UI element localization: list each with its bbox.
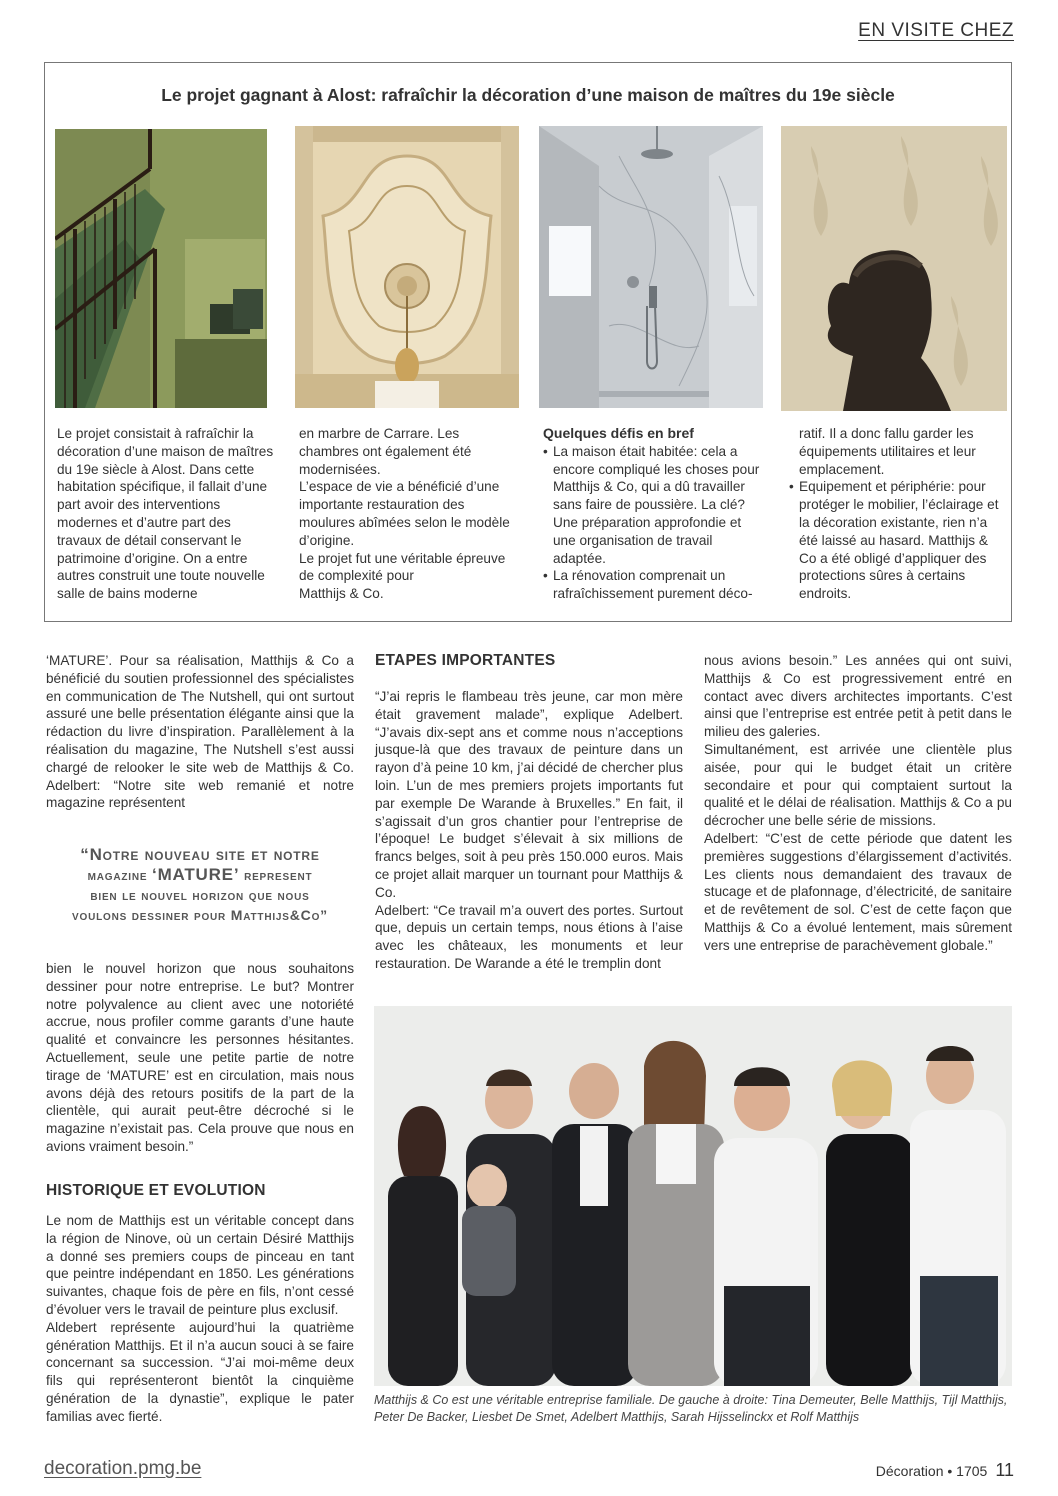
staircase-photo — [55, 129, 267, 408]
paragraph: “J’ai repris le flambeau très jeune, car mon mère était gravement malade”, explique Adelbert. “J’avais dix-sept ans et comme nous n’acceptions jusque-là que des travaux de peinture dans un rayon d’à peine 10 km, j’ai décidé de chercher plus loin. L’un de mes premiers projets importants fut par exemple De Warande à Bruxelles.” En fait, il s’agissait d’un gros chantier pour l’entreprise de l’époque! Le budget s’élevait à six millions de francs belges, soit à peu près 150.000 euros. Mais ce projet allait marquer un tournant pour Matthijs & Co. — [375, 689, 683, 900]
article-col3-text — [704, 652, 1012, 955]
paragraph: Le nom de Matthijs est un véritable concept dans la région de Ninove, où un certain Désiré Matthijs a donné ses premiers coups de pinceau en tant que peintre indépendant en 1850. Les générations suivantes, chaque fois de père en fils, n’ont cessé d’évoluer vers le travail de peinture plus exclusif. — [46, 1213, 354, 1317]
challenge-item: • La maison était habitée: cela a encore compliqué les choses pour Matthijs & Co, qui a dû travailler sans faire de poussière. La clé? Une préparation approfondie et une organisation de travail adaptée. — [543, 443, 763, 568]
section-label: EN VISITE CHEZ — [858, 20, 1014, 41]
project-box — [44, 62, 1012, 622]
article-col1-top: ‘MATURE’. Pour sa réalisation, Matthijs & Co a bénéficié du soutien professionnel des spécialistes en communication de The Nutshell, qui ont surtout assuré une belle présentation élégante ainsi que la rédaction du livre d’inspiration. Parallèlement à la réalisation du magazine, The Nutshell s’est aussi chargé de relooker le site web de Matthijs & Co. Adelbert: “Notre site web remanié et notre magazine représentent — [46, 653, 354, 811]
page-number: 11 — [995, 1460, 1014, 1480]
box-title: Le projet gagnant à Alost: rafraîchir la décoration d’une maison de maîtres du 19e siècle — [161, 85, 895, 105]
box-col4-intro: ratif. Il a donc fallu garder les équipements utilitaires et leur emplacement. — [799, 426, 976, 477]
heading-historique: HISTORIQUE ET EVOLUTION — [46, 1182, 266, 1199]
quote-text: magazine — [87, 867, 148, 883]
etapes-text — [375, 688, 683, 973]
quote-text: represent — [244, 867, 313, 883]
box-col1-text: Le projet consistait à rafraîchir la décoration d’une maison de maîtres du 19e siècle à Alost. Dans cette habitation spécifique, il fallait d’une part avoir des interventions modernes et d’autre part des travaux de détail conservant le patrimoine d’origine. On a entre autres construit une toute nouvelle salle de bains moderne — [57, 426, 274, 602]
magazine-issue: Décoration • 1705 — [875, 1463, 988, 1479]
challenge-item: • Equipement et périphérie: pour protéger le mobilier, l’éclairage et la décoration existante, rien n’a été laissé au hasard. Matthijs & Co a été obligé d’appliquer des protections sûres à certains endroits. — [789, 478, 1005, 603]
article-col1-mid: bien le nouvel horizon que nous souhaitons dessiner pour notre entreprise. Le but? Montrer notre polyvalence au client avec une notoriété accrue, nous profiler comme garants d’une haute qualité et convaincre les personnes hésitantes. Actuellement, seule une petite partie de notre tirage de ‘MATURE’ est en circulation, mais nous avons déjà des retours positifs de la part de la clientèle, qui aurait peut-être décroché si le magazine n’existait pas. Cela prouve que nous en avions vraiment besoin.” — [46, 961, 354, 1154]
pull-quote — [46, 845, 354, 925]
paragraph: Adelbert: “C’est de cette période que datent les premières suggestions d’élargissement d’activités. Les clients nous demandaient des travaux de stucage et de plafonnage, d’électricité, de sanitaire et de revêtement de sol. C’est de cette façon que Matthijs & Co a évolué lentement, mais sûrement vers une entreprise de parachèvement globale.” — [704, 830, 1012, 953]
quote-mature: ‘MATURE’ — [152, 865, 240, 884]
website-link[interactable]: decoration.pmg.be — [44, 1458, 202, 1479]
bust-photo — [781, 126, 1007, 411]
quote-line: “Notre nouveau site et notre — [80, 845, 320, 864]
quote-line: bien le nouvel horizon que nous — [90, 887, 310, 903]
ceiling-photo — [295, 126, 519, 408]
paragraph: Adelbert: “Ce travail m’a ouvert des portes. Surtout que, depuis un certain temps, nous étions à l’aise avec les châteaux, les monuments et leur restauration. De Warande a été le tremplin dont — [375, 902, 683, 971]
challenges-heading: Quelques défis en bref — [543, 425, 694, 441]
family-photo — [374, 1006, 1012, 1386]
quote-line: voulons dessiner pour Matthijs&Co” — [72, 907, 328, 923]
box-col3 — [543, 425, 763, 603]
paragraph: nous avions besoin.” Les années qui ont suivi, Matthijs & Co est progressivement entré en contact avec divers architectes importants. C’est ainsi que l’entreprise est entrée petit à petit dans le milieu des galeries. — [704, 653, 1012, 740]
photo-caption: Matthijs & Co est une véritable entreprise familiale. De gauche à droite: Tina Demeuter, Belle Matthijs, Tijl Matthijs, Peter De Backer, Liesbet De Smet, Adelbert Matthijs, Sarah Hijsselinckx et Rolf Matthijs — [374, 1393, 1008, 1424]
box-col4 — [789, 425, 1005, 603]
footer-folio — [876, 1460, 1014, 1481]
quote-line — [46, 865, 354, 885]
paragraph: Simultanément, est arrivée une clientèle plus aisée, pour qui le budget était un critère secondaire et pour qui comptaient surtout la qualité et le délai de réalisation. Matthijs & Co a pu décrocher une belle série de missions. — [704, 741, 1012, 829]
historique-text — [46, 1212, 354, 1426]
paragraph: Aldebert représente aujourd’hui la quatrième génération Matthijs. Et il n’a aucun souci à se faire concernant sa succession. “J’ai moi-même deux fils qui représenteront bientôt la cinquième génération de la dynastie”, explique le pater familias avec fierté. — [46, 1319, 354, 1424]
shower-photo — [539, 126, 763, 408]
heading-etapes: ETAPES IMPORTANTES — [375, 652, 556, 669]
box-col2-text: en marbre de Carrare. Les chambres ont également été modernisées. L’espace de vie a bénéficié d’une importante restauration des moulures abîmées selon le modèle d’origine. Le projet fut une véritable épreuve de complexité pour Matthijs & Co. — [299, 426, 510, 602]
challenge-item: • La rénovation comprenait un rafraîchissement purement déco- — [543, 567, 763, 603]
